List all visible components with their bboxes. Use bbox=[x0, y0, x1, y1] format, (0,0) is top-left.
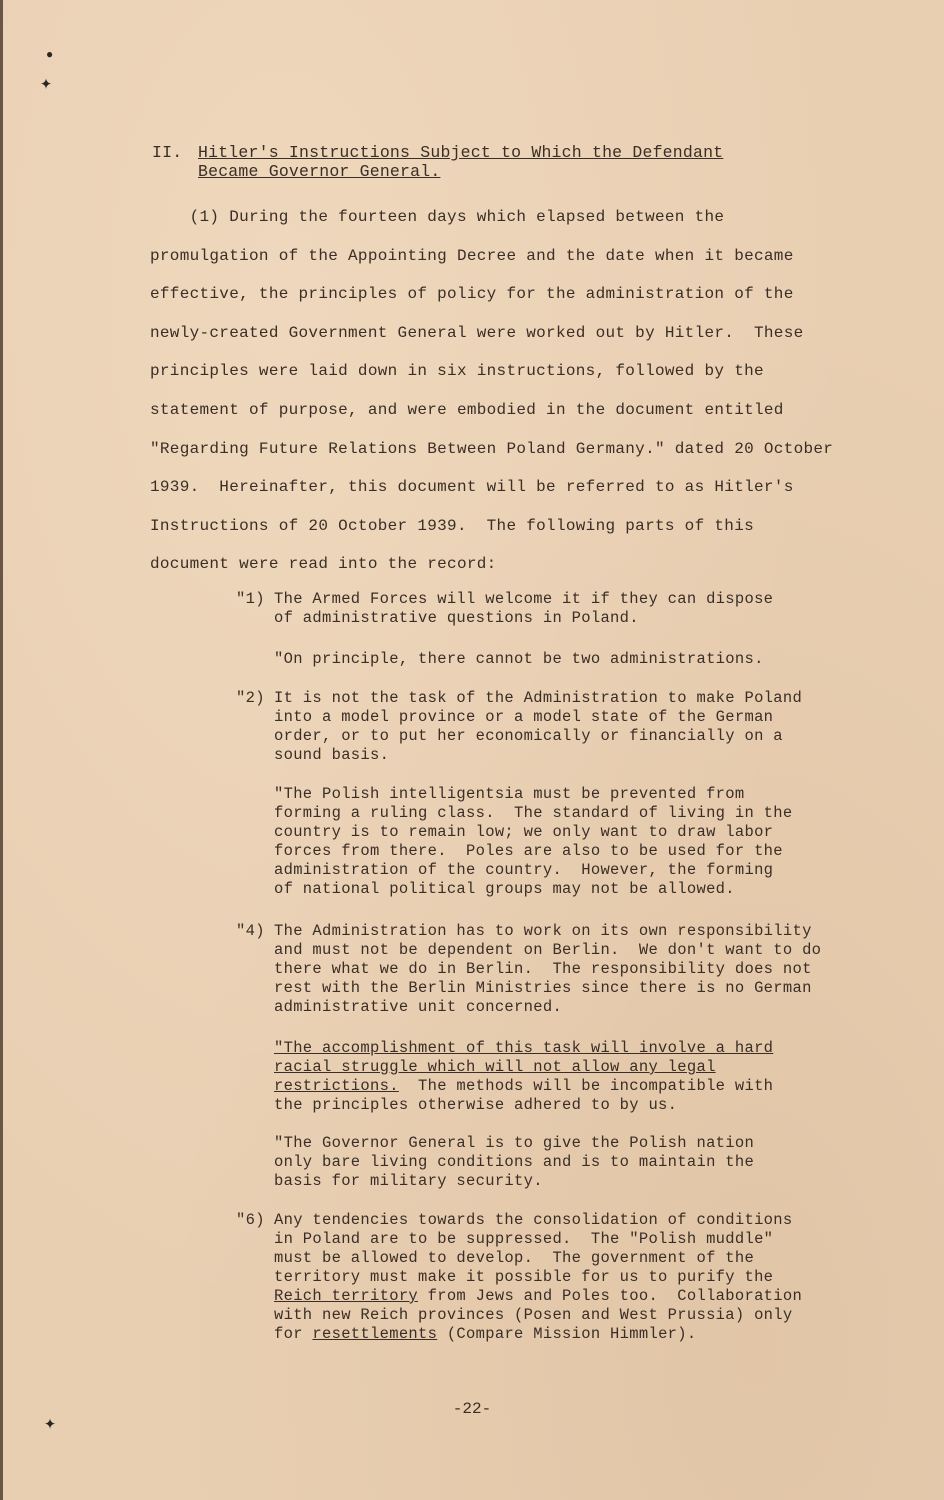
quoted-instruction-1 bbox=[236, 590, 773, 628]
quote-line: the principles otherwise adhered to by us. bbox=[274, 1096, 678, 1114]
paragraph-line: promulgation of the Appointing Decree and the date when it became bbox=[150, 246, 794, 265]
paragraph-line: Instructions of 20 October 1939. The following parts of this bbox=[150, 516, 754, 535]
paragraph-line: 1939. Hereinafter, this document will be referred to as Hitler's bbox=[150, 478, 794, 497]
paragraph-line: (1) During the fourteen days which elapsed between the bbox=[150, 208, 725, 226]
quote-line: administrative unit concerned. bbox=[274, 998, 563, 1016]
quoted-instruction-2b bbox=[274, 785, 792, 899]
quote-text: (Compare Mission Himmler). bbox=[437, 1325, 697, 1343]
paragraph-line: "Regarding Future Relations Between Poland Germany." dated 20 October bbox=[150, 439, 834, 458]
page-left-edge bbox=[0, 0, 3, 1500]
instruction-number: "4) bbox=[236, 922, 265, 940]
quote-line: "The Governor General is to give the Polish nation bbox=[274, 1134, 755, 1152]
quote-line: into a model province or a model state of the German bbox=[274, 708, 774, 726]
quote-line: of administrative questions in Poland. bbox=[274, 609, 639, 627]
quote-line: country is to remain low; we only want to draw labor bbox=[274, 823, 774, 841]
section-title-line-1: Hitler's Instructions Subject to Which the Defendant bbox=[198, 143, 724, 162]
quote-line: in Poland are to be suppressed. The "Polish muddle" bbox=[274, 1230, 774, 1248]
paragraph-line: effective, the principles of policy for the administration of the bbox=[150, 285, 794, 304]
quote-line: of national political groups may not be allowed. bbox=[274, 880, 735, 898]
quote-text: from Jews and Poles too. Collaboration bbox=[418, 1287, 803, 1305]
quote-text-underlined: Reich territory bbox=[274, 1287, 419, 1305]
quote-line: basis for military security. bbox=[274, 1172, 543, 1190]
quote-text-underlined: restrictions. bbox=[274, 1077, 399, 1095]
quote-line: "On principle, there cannot be two administrations. bbox=[274, 650, 764, 668]
quote-line: It is not the task of the Administration to make Poland bbox=[274, 689, 803, 707]
quote-line: rest with the Berlin Ministries since there is no German bbox=[274, 979, 812, 997]
quote-line: The Armed Forces will welcome it if they can dispose bbox=[274, 590, 774, 608]
section-title-line-2: Became Governor General. bbox=[198, 162, 441, 181]
instruction-number: "2) bbox=[236, 689, 265, 707]
quoted-instruction-4b bbox=[274, 1039, 773, 1115]
quote-line: administration of the country. However, the forming bbox=[274, 861, 774, 879]
quote-line: must be allowed to develop. The government of the bbox=[274, 1249, 755, 1267]
quote-line: Any tendencies towards the consolidation of conditions bbox=[274, 1211, 793, 1229]
quote-line: forming a ruling class. The standard of living in the bbox=[274, 804, 793, 822]
paragraph-line: document were read into the record: bbox=[150, 555, 497, 574]
ink-blot: ✦ bbox=[44, 1413, 57, 1436]
quoted-instruction-1b bbox=[274, 650, 764, 669]
instruction-number: "6) bbox=[236, 1211, 265, 1229]
punch-mark: ● bbox=[46, 48, 54, 62]
quote-line-underlined: racial struggle which will not allow any legal bbox=[274, 1058, 716, 1076]
section-number: II. bbox=[152, 143, 183, 162]
body-paragraph bbox=[150, 198, 840, 584]
quote-line: The Administration has to work on its own responsibility bbox=[274, 922, 812, 940]
quote-line: there what we do in Berlin. The responsibility does not bbox=[274, 960, 812, 978]
quote-text: The methods will be incompatible with bbox=[398, 1077, 774, 1095]
section-heading bbox=[152, 143, 723, 181]
quoted-instruction-6 bbox=[236, 1211, 802, 1344]
quoted-instruction-2 bbox=[236, 689, 802, 765]
quote-line: "The Polish intelligentsia must be prevented from bbox=[274, 785, 745, 803]
quote-line: sound basis. bbox=[274, 746, 390, 764]
quote-line: order, or to put her economically or financially on a bbox=[274, 727, 783, 745]
quoted-instruction-4c bbox=[274, 1134, 754, 1191]
quote-line-underlined: "The accomplishment of this task will involve a hard bbox=[274, 1039, 774, 1057]
quote-text: for bbox=[274, 1325, 313, 1343]
quoted-instruction-4 bbox=[236, 922, 821, 1017]
paragraph-line: statement of purpose, and were embodied in the document entitled bbox=[150, 400, 784, 419]
quote-line: and must not be dependent on Berlin. We don't want to do bbox=[274, 941, 822, 959]
quote-line: territory must make it possible for us to purify the bbox=[274, 1268, 774, 1286]
instruction-number: "1) bbox=[236, 590, 265, 608]
quote-text-underlined: resettlements bbox=[312, 1325, 438, 1343]
paragraph-line: newly-created Government General were worked out by Hitler. These bbox=[150, 323, 804, 342]
quote-line: forces from there. Poles are also to be used for the bbox=[274, 842, 783, 860]
ink-blot: ✦ bbox=[40, 73, 53, 96]
quote-line: with new Reich provinces (Posen and West Prussia) only bbox=[274, 1306, 793, 1324]
page-number: -22- bbox=[452, 1400, 492, 1418]
paragraph-line: principles were laid down in six instructions, followed by the bbox=[150, 362, 764, 381]
quote-line: only bare living conditions and is to maintain the bbox=[274, 1153, 755, 1171]
